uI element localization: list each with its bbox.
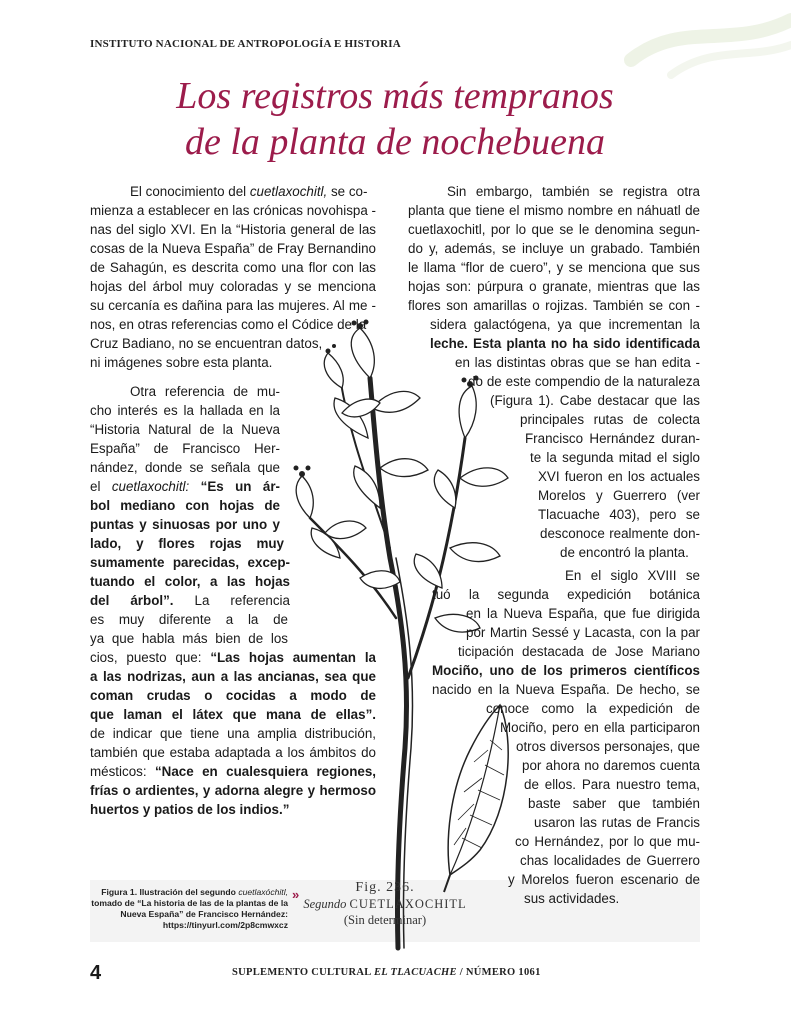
text-run: bol mediano con hojas de xyxy=(90,498,280,513)
text-run: del árbol”. xyxy=(90,593,174,608)
right-p1-line xyxy=(538,505,700,524)
text-run: nos, en otras referencias como el Códice de la xyxy=(90,317,367,332)
right-p2-line xyxy=(432,661,700,680)
text-run: Cruz Badiano, no se encuentran datos, xyxy=(90,336,323,351)
text-run: leche. Esta planta no ha sido identificada xyxy=(430,336,700,351)
right-p2-line xyxy=(486,699,700,718)
text-run: planta que tiene el mismo nombre en náhuatl de xyxy=(408,203,700,218)
right-p1-line xyxy=(408,296,700,315)
figure-subtitle: (Sin determinar) xyxy=(343,913,427,927)
left-p1-line xyxy=(90,296,376,315)
text-run: otros diversos personajes, que xyxy=(516,739,700,754)
left-p2-line xyxy=(90,572,290,591)
text-run: chas localidades de Guerrero xyxy=(520,853,700,868)
right-p2-line xyxy=(500,718,700,737)
right-p1-line xyxy=(408,201,700,220)
text-run: Morelos y Guerrero (ver xyxy=(538,488,700,503)
text-run: en la Nueva España, que fue dirigida xyxy=(466,606,700,621)
right-p1-line xyxy=(560,543,700,562)
right-p2-line xyxy=(508,870,700,889)
text-run: do y, además, se incluye un grabado. También xyxy=(408,241,700,256)
text-run: ), pero se xyxy=(631,507,700,522)
right-p2-line xyxy=(516,737,700,756)
text-run: cuetlaxochitl: xyxy=(111,479,190,494)
left-p2-line xyxy=(90,591,290,610)
text-run: do de este compendio de la naturaleza xyxy=(468,374,700,389)
left-p2-line xyxy=(90,439,280,458)
left-p1-line xyxy=(90,239,376,258)
right-p1-line xyxy=(408,220,700,239)
left-p2-line xyxy=(90,800,350,819)
left-p2-line xyxy=(90,458,280,477)
page-number: 4 xyxy=(90,962,102,984)
text-run: Francisco Hernández duran- xyxy=(525,431,700,446)
text-run: (Figura 1). Cabe destacar que las xyxy=(490,393,700,408)
text-run: sidera galactógena, ya que incrementan la xyxy=(430,317,700,332)
text-run: baste saber que también xyxy=(528,796,700,811)
left-p1-line xyxy=(90,277,376,296)
article-title-line-1: Los registros más tempranos xyxy=(176,75,614,117)
text-run: cosas de la Nueva España” de Fray Bernandino xyxy=(90,241,376,256)
publisher-header: INSTITUTO NACIONAL DE ANTROPOLOGÍA E HISTORIA xyxy=(90,38,401,50)
left-p2-line xyxy=(90,553,290,572)
right-p2-line xyxy=(520,851,700,870)
left-p1-line xyxy=(130,182,368,201)
text-run: “Es un ár- xyxy=(200,479,280,494)
right-p1-line xyxy=(520,410,700,429)
right-p2-line xyxy=(466,604,700,623)
text-run: flores son amarillas o rojizas. También se con - xyxy=(408,298,700,313)
left-p1-line xyxy=(90,315,367,334)
figure-number: Fig. 236. xyxy=(355,880,415,895)
text-run: de ellos. Para nuestro tema, xyxy=(524,777,700,792)
right-p1-line xyxy=(525,429,700,448)
text-run: cuetlaxochitl, por lo que se le denomina segun- xyxy=(408,222,700,237)
text-run: y Morelos fueron escenario de xyxy=(508,872,700,887)
left-p1-line xyxy=(90,201,376,220)
figure-caption-line xyxy=(90,920,288,931)
text-run: el xyxy=(90,479,112,494)
left-p2-line xyxy=(90,648,376,667)
text-run: también que estaba adaptada a los ámbitos do xyxy=(90,745,376,760)
text-run: coman crudas o cocidas a modo de xyxy=(90,688,376,703)
right-p1-line xyxy=(408,277,700,296)
text-run: co Hernández, por lo que mu- xyxy=(515,834,700,849)
left-p2-line xyxy=(90,610,288,629)
text-run: sus actividades. xyxy=(524,891,620,906)
left-p1-line xyxy=(90,353,350,372)
text-run: puntas y sinuosas por uno y xyxy=(90,517,280,532)
right-p1-line xyxy=(455,353,700,372)
right-p2-line xyxy=(534,813,700,832)
right-p2-line xyxy=(458,642,700,661)
left-p2-line xyxy=(90,686,376,705)
right-p1-line xyxy=(447,182,700,201)
text-run: tuó la segunda expedición botánica xyxy=(432,587,700,602)
text-run: “Historia Natural de la Nueva xyxy=(90,422,280,437)
text-run: En el siglo XVIII se xyxy=(565,568,700,583)
right-p2-line xyxy=(528,794,700,813)
text-run: “Las hojas aumentan la xyxy=(210,650,376,665)
text-run: a las nodrizas, aun a las ancianas, sea que xyxy=(90,669,376,684)
right-p1-line xyxy=(538,467,700,486)
text-run: ticipación destacada de Jose Mariano xyxy=(458,644,700,659)
left-p2-line xyxy=(90,743,376,762)
text-run: https://tinyurl.com/2p8cmwxcz xyxy=(162,920,288,930)
text-run: XVI fueron en los actuales xyxy=(538,469,700,484)
text-run: tuando el color, a las hojas xyxy=(90,574,290,589)
text-run: se co- xyxy=(327,184,368,199)
text-run: usaron las rutas de Francis xyxy=(534,815,700,830)
right-p2-line xyxy=(466,623,700,642)
left-p2-line xyxy=(90,724,376,743)
text-run: conoce como la expedición de xyxy=(486,701,700,716)
text-run: en las distintas obras que se han edita - xyxy=(455,355,700,370)
right-p1-line xyxy=(540,524,700,543)
text-run: Otra referencia de mu- xyxy=(130,384,280,399)
text-run: principales rutas de colecta xyxy=(520,412,700,427)
text-run: hojas son: púrpura o granate, mientras que las xyxy=(408,279,700,294)
text-run: cios, puesto que: xyxy=(90,650,211,665)
text-run: mésticos: xyxy=(90,764,155,779)
left-p2-line xyxy=(130,382,280,401)
text-run: Sin embargo, también se registra otra xyxy=(447,184,700,199)
left-p1-line xyxy=(90,334,350,353)
figure-label xyxy=(300,880,470,928)
footer-publication: SUPLEMENTO CULTURAL EL TLACUACHE / NÚMERO 1061 xyxy=(232,967,541,978)
caption-arrow: » xyxy=(292,887,300,902)
text-run: Mociño, pero en ella participaron xyxy=(500,720,700,735)
text-run: La referencia xyxy=(194,593,290,608)
text-run: Figura 1. Ilustración del segundo xyxy=(101,887,239,897)
text-run: frías o ardientes, y adorna alegre y hermoso xyxy=(90,783,376,798)
text-run: nas del siglo XVI. En la “Historia general de las xyxy=(90,222,376,237)
text-run xyxy=(189,479,200,494)
left-p2-line xyxy=(90,515,280,534)
left-p1-line xyxy=(90,220,376,239)
text-run: desconoce realmente don- xyxy=(540,526,700,541)
left-p2-line xyxy=(90,705,376,724)
text-run: nández, donde se señala que xyxy=(90,460,280,475)
text-run: huertos y patios de los indios.” xyxy=(90,802,290,817)
right-p1-line xyxy=(490,391,700,410)
text-run: de indicar que tiene una amplia distribución, xyxy=(90,726,376,741)
text-run: de encontró la planta. xyxy=(560,545,689,560)
left-p2-line xyxy=(90,781,376,800)
left-p2-line xyxy=(90,762,376,781)
right-p2-line xyxy=(432,585,700,604)
right-p2-line xyxy=(522,756,700,775)
text-run: mienza a establecer en las crónicas novohispa - xyxy=(90,203,376,218)
decorative-flourish xyxy=(591,0,791,80)
right-p2-line xyxy=(565,566,700,585)
text-run: es muy diferente a la de xyxy=(90,612,288,627)
text-run: hojas del árbol muy coloradas y se menciona xyxy=(90,279,376,294)
text-run: te la segunda mitad el siglo xyxy=(530,450,700,465)
left-p2-line xyxy=(90,534,284,553)
article-title-line-2: de la planta de nochebuena xyxy=(184,121,605,163)
figure-caption-line xyxy=(90,887,288,898)
right-p1-line xyxy=(538,486,700,505)
left-p2-line xyxy=(90,420,280,439)
right-p1-line xyxy=(408,239,700,258)
tlacuache-403-link[interactable]: Tlacuache 403 xyxy=(538,507,632,522)
text-run: El conocimiento del xyxy=(130,184,250,199)
text-run: ni imágenes sobre esta planta. xyxy=(90,355,273,370)
left-p2-line xyxy=(90,667,376,686)
right-p1-line xyxy=(430,334,700,353)
left-p2-line xyxy=(90,629,288,648)
text-run: por Martin Sessé y Lacasta, con la par xyxy=(466,625,700,640)
right-p2-line xyxy=(432,680,700,699)
figure-caption-line xyxy=(90,909,288,920)
text-run: cuetlaxóchitl, xyxy=(238,887,288,897)
text-run: que laman el látex que mana de ellas”. xyxy=(90,707,376,722)
text-run: ya que habla más bien de los xyxy=(90,631,288,646)
text-run: nacido en la Nueva España. De hecho, se xyxy=(432,682,700,697)
text-run: España” de Francisco Her- xyxy=(90,441,280,456)
left-p1-line xyxy=(90,258,376,277)
text-run: su cercanía es dañina para las mujeres. Al me - xyxy=(90,298,376,313)
text-run: tomado de “La historia de las de la plantas de la xyxy=(91,898,288,908)
right-p2-line xyxy=(524,889,700,908)
figure-caption-line xyxy=(90,898,288,909)
left-p2-line xyxy=(90,496,280,515)
text-run: cho interés es la hallada en la xyxy=(90,403,280,418)
text-run: le llama “flor de cuero”, y se menciona que sus xyxy=(408,260,700,275)
text-run: lado, y flores rojas muy xyxy=(90,536,284,551)
left-p2-line xyxy=(90,477,280,496)
right-p1-line xyxy=(430,315,700,334)
text-run: “Nace en cualesquiera regiones, xyxy=(154,764,376,779)
right-p2-line xyxy=(524,775,700,794)
right-p1-line xyxy=(408,258,700,277)
right-p1-line xyxy=(468,372,700,391)
text-run: de Sahagún, es descrita como una flor con las xyxy=(90,260,376,275)
text-run: Mociño, uno de los primeros científicos xyxy=(432,663,700,678)
text-run: cuetlaxochitl, xyxy=(249,184,328,199)
text-run: sumamente parecidas, excep- xyxy=(90,555,290,570)
figure-caption xyxy=(90,887,288,931)
text-run: Nueva España” de Francisco Hernández: xyxy=(120,909,288,919)
left-p2-line xyxy=(90,401,280,420)
figure-name: Segundo CUETLAXOCHITL xyxy=(303,897,467,911)
text-run: por ahora no daremos cuenta xyxy=(522,758,700,773)
right-p2-line xyxy=(515,832,700,851)
right-p1-line xyxy=(530,448,700,467)
